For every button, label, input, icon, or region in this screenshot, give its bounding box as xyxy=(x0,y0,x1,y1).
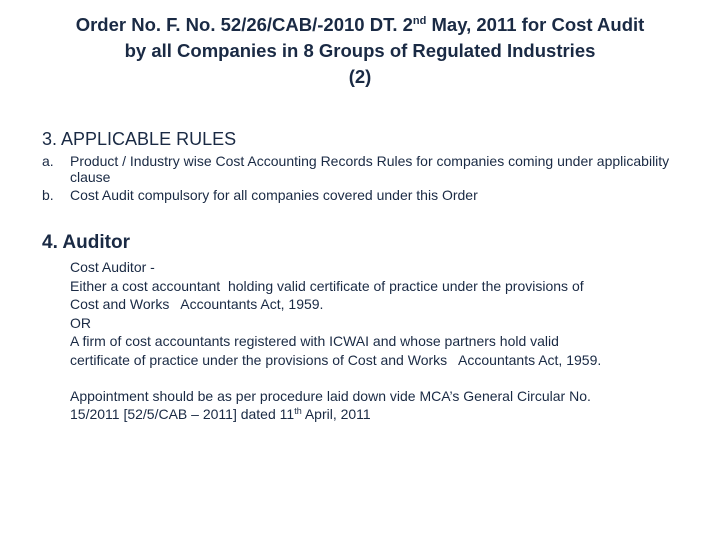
title-ordinal-sup: nd xyxy=(412,15,427,27)
appointment-line-2-b: April, 2011 xyxy=(301,406,371,422)
appointment-ordinal-sup: th xyxy=(294,406,302,416)
auditor-line: A firm of cost accountants registered with ICWAI and whose partners hold valid xyxy=(70,333,559,349)
title-line-1-a: Order No. F. No. 52/26/CAB/-2010 DT. 2 xyxy=(75,14,413,35)
auditor-line: Cost Auditor - xyxy=(70,259,155,275)
auditor-line: OR xyxy=(70,314,91,331)
list-item-text: Product / Industry wise Cost Accounting Records Rules for companies coming under applicability clause xyxy=(70,153,670,185)
appointment-note xyxy=(70,387,700,423)
auditor-line: certificate of practice under the provisions of Cost and Works Accountants Act, 1959. xyxy=(70,351,602,368)
list-marker: a. xyxy=(42,153,54,169)
appointment-line-2 xyxy=(70,405,700,423)
list-item xyxy=(42,154,682,185)
auditor-line: Cost and Works Accountants Act, 1959. xyxy=(70,296,324,312)
title-line-1 xyxy=(20,12,700,38)
title-line-1-b: May, 2011 for Cost Audit xyxy=(426,14,645,35)
title-line-2: by all Companies in 8 Groups of Regulated Industries xyxy=(124,40,596,61)
auditor-body xyxy=(70,258,700,423)
appointment-line-1: Appointment should be as per procedure laid down vide MCA’s General Circular No. xyxy=(70,388,591,404)
section-4-heading: 4. Auditor xyxy=(42,232,130,253)
list-item xyxy=(42,188,682,204)
section-3-heading: 3. APPLICABLE RULES xyxy=(42,129,237,149)
slide-title xyxy=(20,12,700,90)
auditor-line: Either a cost accountant holding valid certificate of practice under the provisions of xyxy=(70,277,584,294)
title-line-3: (2) xyxy=(348,66,372,87)
applicable-rules-list xyxy=(42,154,682,207)
list-item-text: Cost Audit compulsory for all companies covered under this Order xyxy=(70,187,478,203)
appointment-line-2-a: 15/2011 [52/5/CAB – 2011] dated 11 xyxy=(70,406,295,422)
list-marker: b. xyxy=(42,187,54,203)
